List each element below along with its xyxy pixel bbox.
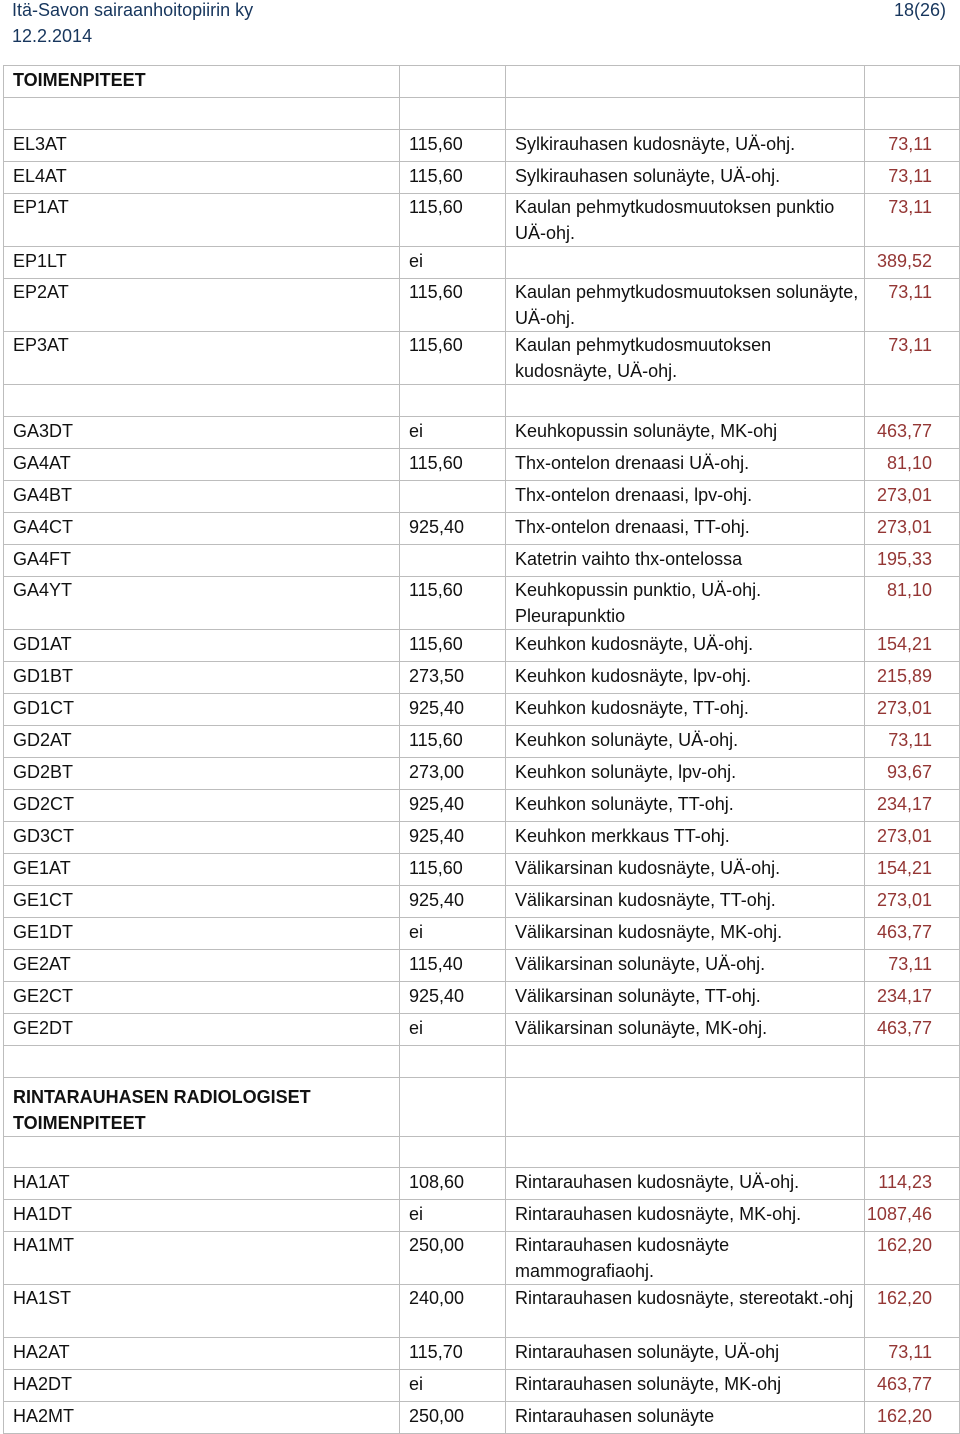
table-row (4, 1200, 960, 1232)
table-row (4, 822, 960, 854)
procedure-code: HA1ST (4, 1285, 400, 1338)
procedure-description (506, 247, 865, 279)
procedure-value: 1087,46 (865, 1200, 960, 1232)
table-row (4, 545, 960, 577)
procedure-price (400, 481, 506, 513)
procedure-description: Katetrin vaihto thx-ontelossa (506, 545, 865, 577)
procedure-description: Välikarsinan solunäyte, MK-ohj. (506, 1014, 865, 1046)
empty-cell (506, 1046, 865, 1078)
procedure-code: EP1LT (4, 247, 400, 279)
procedure-description: Rintarauhasen solunäyte (506, 1402, 865, 1434)
procedure-price: 115,60 (400, 162, 506, 194)
procedure-value: 234,17 (865, 982, 960, 1014)
procedure-code: GE2DT (4, 1014, 400, 1046)
procedure-value: 81,10 (865, 577, 960, 630)
empty-cell (400, 1046, 506, 1078)
procedure-price: 925,40 (400, 513, 506, 545)
procedure-value: 463,77 (865, 918, 960, 950)
procedure-code: GE2AT (4, 950, 400, 982)
procedure-code: GE1AT (4, 854, 400, 886)
procedure-value: 154,21 (865, 854, 960, 886)
procedure-code: HA1MT (4, 1232, 400, 1285)
procedure-code: GD2AT (4, 726, 400, 758)
empty-cell (4, 385, 400, 417)
procedure-code: HA2MT (4, 1402, 400, 1434)
procedure-price: 115,60 (400, 449, 506, 481)
spacer-row (4, 1137, 960, 1168)
empty-cell (865, 1046, 960, 1078)
procedure-description: Sylkirauhasen kudosnäyte, UÄ-ohj. (506, 130, 865, 162)
procedure-code: EP2AT (4, 279, 400, 332)
procedure-value: 463,77 (865, 417, 960, 449)
procedure-description: Rintarauhasen kudosnäyte, MK-ohj. (506, 1200, 865, 1232)
empty-cell (400, 1078, 506, 1137)
table-row (4, 726, 960, 758)
procedure-code: HA1DT (4, 1200, 400, 1232)
procedure-value: 73,11 (865, 1338, 960, 1370)
procedure-description: Rintarauhasen solunäyte, UÄ-ohj (506, 1338, 865, 1370)
procedure-price: ei (400, 1370, 506, 1402)
procedure-code: GE1CT (4, 886, 400, 918)
procedure-value: 234,17 (865, 790, 960, 822)
procedure-price: 115,60 (400, 194, 506, 247)
empty-cell (4, 1137, 400, 1168)
procedure-price: 925,40 (400, 886, 506, 918)
table-row (4, 1370, 960, 1402)
procedure-value: 463,77 (865, 1370, 960, 1402)
procedure-description: Välikarsinan kudosnäyte, UÄ-ohj. (506, 854, 865, 886)
table-row (4, 1014, 960, 1046)
table-row (4, 790, 960, 822)
procedure-code: GD1BT (4, 662, 400, 694)
procedure-value: 81,10 (865, 449, 960, 481)
procedure-value: 114,23 (865, 1168, 960, 1200)
procedure-description: Kaulan pehmytkudosmuutoksen punktio UÄ-ohj. (506, 194, 865, 247)
procedure-description: Keuhkopussin solunäyte, MK-ohj (506, 417, 865, 449)
section-row-rintarauhanen (4, 1078, 960, 1137)
table-body (4, 66, 960, 1434)
procedure-code: EP1AT (4, 194, 400, 247)
procedure-value: 195,33 (865, 545, 960, 577)
procedure-value: 273,01 (865, 886, 960, 918)
procedure-description: Rintarauhasen kudosnäyte mammografiaohj. (506, 1232, 865, 1285)
table-row (4, 481, 960, 513)
empty-cell (400, 385, 506, 417)
table-row (4, 247, 960, 279)
procedure-price: 115,60 (400, 577, 506, 630)
procedure-code: HA1AT (4, 1168, 400, 1200)
procedure-price: 273,00 (400, 758, 506, 790)
procedure-description: Keuhkon kudosnäyte, TT-ohj. (506, 694, 865, 726)
table-row (4, 1285, 960, 1338)
procedure-description: Kaulan pehmytkudosmuutoksen solunäyte, UÄ-ohj. (506, 279, 865, 332)
table-row (4, 513, 960, 545)
procedure-price: 250,00 (400, 1232, 506, 1285)
procedure-description: Thx-ontelon drenaasi UÄ-ohj. (506, 449, 865, 481)
spacer-row (4, 1046, 960, 1078)
procedure-code: GD3CT (4, 822, 400, 854)
procedure-description: Rintarauhasen kudosnäyte, stereotakt.-ohj (506, 1285, 865, 1338)
table-row (4, 758, 960, 790)
procedure-price: 115,60 (400, 630, 506, 662)
procedure-value: 273,01 (865, 513, 960, 545)
procedure-code: HA2DT (4, 1370, 400, 1402)
procedure-description: Thx-ontelon drenaasi, lpv-ohj. (506, 481, 865, 513)
table-row (4, 630, 960, 662)
spacer-row (4, 98, 960, 130)
procedure-description: Keuhkon kudosnäyte, UÄ-ohj. (506, 630, 865, 662)
procedure-value: 93,67 (865, 758, 960, 790)
procedure-description: Keuhkon merkkaus TT-ohj. (506, 822, 865, 854)
procedure-description: Thx-ontelon drenaasi, TT-ohj. (506, 513, 865, 545)
empty-cell (400, 1137, 506, 1168)
spacer-row (4, 385, 960, 417)
procedure-description: Keuhkon solunäyte, UÄ-ohj. (506, 726, 865, 758)
organization-name: Itä-Savon sairaanhoitopiirin ky (12, 0, 254, 20)
procedure-value: 273,01 (865, 694, 960, 726)
procedure-value: 273,01 (865, 481, 960, 513)
table-row (4, 130, 960, 162)
procedure-code: GA3DT (4, 417, 400, 449)
procedure-price: 115,70 (400, 1338, 506, 1370)
empty-cell (4, 1046, 400, 1078)
procedure-code: GA4BT (4, 481, 400, 513)
procedure-description: Sylkirauhasen solunäyte, UÄ-ohj. (506, 162, 865, 194)
table-row (4, 279, 960, 332)
empty-cell (506, 66, 865, 98)
procedure-price: 115,60 (400, 279, 506, 332)
procedure-value: 73,11 (865, 130, 960, 162)
table-row (4, 1168, 960, 1200)
procedure-price: 240,00 (400, 1285, 506, 1338)
procedure-value: 389,52 (865, 247, 960, 279)
procedure-price: ei (400, 1014, 506, 1046)
procedure-code: GE1DT (4, 918, 400, 950)
procedure-code: GA4YT (4, 577, 400, 630)
procedure-price-table (3, 65, 960, 1434)
procedure-value: 463,77 (865, 1014, 960, 1046)
procedure-price: 115,60 (400, 130, 506, 162)
procedure-price: 108,60 (400, 1168, 506, 1200)
procedure-value: 73,11 (865, 162, 960, 194)
table-row (4, 918, 960, 950)
procedure-price: 273,50 (400, 662, 506, 694)
procedure-price: ei (400, 1200, 506, 1232)
procedure-price: 925,40 (400, 822, 506, 854)
procedure-description: Välikarsinan solunäyte, TT-ohj. (506, 982, 865, 1014)
procedure-price: 925,40 (400, 790, 506, 822)
procedure-description: Rintarauhasen solunäyte, MK-ohj (506, 1370, 865, 1402)
procedure-value: 154,21 (865, 630, 960, 662)
empty-cell (506, 1137, 865, 1168)
procedure-description: Kaulan pehmytkudosmuutoksen kudosnäyte, UÄ-ohj. (506, 332, 865, 385)
procedure-code: GA4CT (4, 513, 400, 545)
procedure-code: HA2AT (4, 1338, 400, 1370)
table-row (4, 662, 960, 694)
procedure-code: GA4FT (4, 545, 400, 577)
procedure-price: ei (400, 247, 506, 279)
procedure-price: 115,60 (400, 332, 506, 385)
procedure-description: Välikarsinan solunäyte, UÄ-ohj. (506, 950, 865, 982)
procedure-value: 73,11 (865, 279, 960, 332)
procedure-description: Keuhkopussin punktio, UÄ-ohj. Pleurapunktio (506, 577, 865, 630)
table-row (4, 982, 960, 1014)
procedure-code: GD1CT (4, 694, 400, 726)
empty-cell (506, 385, 865, 417)
procedure-price: ei (400, 417, 506, 449)
procedure-value: 162,20 (865, 1285, 960, 1338)
procedure-description: Rintarauhasen kudosnäyte, UÄ-ohj. (506, 1168, 865, 1200)
empty-cell (865, 66, 960, 98)
page-number: 18(26) (893, 0, 946, 20)
procedure-price: 925,40 (400, 694, 506, 726)
table-row (4, 694, 960, 726)
empty-cell (865, 385, 960, 417)
procedure-value: 73,11 (865, 950, 960, 982)
table-row (4, 332, 960, 385)
procedure-value: 73,11 (865, 332, 960, 385)
empty-cell (400, 66, 506, 98)
procedure-price: 115,40 (400, 950, 506, 982)
procedure-code: EL4AT (4, 162, 400, 194)
table-row (4, 417, 960, 449)
document-date: 12.2.2014 (12, 26, 93, 46)
procedure-code: GD1AT (4, 630, 400, 662)
procedure-code: GE2CT (4, 982, 400, 1014)
section-title: RINTARAUHASEN RADIOLOGISET TOIMENPITEET (4, 1078, 400, 1137)
section-title: TOIMENPITEET (4, 66, 400, 98)
section-row-toimenpiteet (4, 66, 960, 98)
procedure-price: 115,60 (400, 726, 506, 758)
procedure-code: GA4AT (4, 449, 400, 481)
table-row (4, 1232, 960, 1285)
table-row (4, 449, 960, 481)
procedure-value: 73,11 (865, 194, 960, 247)
procedure-price: 250,00 (400, 1402, 506, 1434)
procedure-value: 162,20 (865, 1232, 960, 1285)
procedure-code: GD2CT (4, 790, 400, 822)
procedure-code: GD2BT (4, 758, 400, 790)
procedure-code: EL3AT (4, 130, 400, 162)
procedure-price: 925,40 (400, 982, 506, 1014)
procedure-description: Välikarsinan kudosnäyte, MK-ohj. (506, 918, 865, 950)
procedure-description: Välikarsinan kudosnäyte, TT-ohj. (506, 886, 865, 918)
table-row (4, 854, 960, 886)
empty-cell (506, 1078, 865, 1137)
procedure-description: Keuhkon solunäyte, lpv-ohj. (506, 758, 865, 790)
procedure-description: Keuhkon kudosnäyte, lpv-ohj. (506, 662, 865, 694)
procedure-price: ei (400, 918, 506, 950)
empty-cell (865, 1078, 960, 1137)
procedure-value: 215,89 (865, 662, 960, 694)
table-row (4, 1402, 960, 1434)
table-row (4, 162, 960, 194)
table-row (4, 950, 960, 982)
table-row (4, 577, 960, 630)
procedure-value: 73,11 (865, 726, 960, 758)
table-row (4, 1338, 960, 1370)
procedure-price (400, 545, 506, 577)
procedure-value: 162,20 (865, 1402, 960, 1434)
empty-cell (865, 1137, 960, 1168)
procedure-value: 273,01 (865, 822, 960, 854)
table-row (4, 886, 960, 918)
procedure-description: Keuhkon solunäyte, TT-ohj. (506, 790, 865, 822)
procedure-price: 115,60 (400, 854, 506, 886)
table-row (4, 194, 960, 247)
procedure-code: EP3AT (4, 332, 400, 385)
